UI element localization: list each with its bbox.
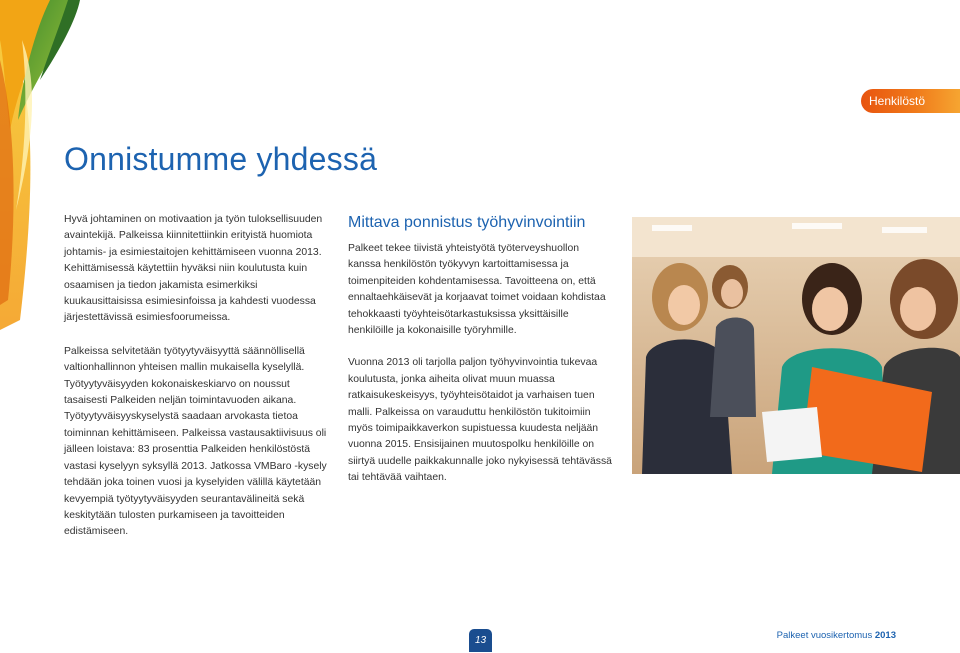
footer-year: 2013 [874, 630, 896, 641]
section-heading: Mittava ponnistus työhyvinvointiin [348, 214, 586, 231]
paragraph: Hyvä johtaminen on motivaation ja työn tuloksellisuuden avaintekijä. Palkeissa kiinnitettiinkin erityistä huomiota johtamis- ja esimiestaitojen kehittämiseen vuonna 2013. Kehittämisessä käytettiin hyväksi niin koulutusta kuin osaamisen ja tiedon jakamista esimerkiksi kuukausittaisissa esimiesinfoissa ja kahdesti vuodessa järjestettävissä esimiesfoorumeissa. [64, 214, 323, 324]
paragraph: Palkeissa selvitetään työtyytyväisyyttä säännöllisellä valtionhallinnon yhteisen mallin mukaisella kyselyllä. Työtyytyväisyyden kokonaiskeskiarvo on noussut tasaisesti Palkeiden neljän toimintavuoden aikana. Työtyytyväisyyskyselystä saadaan arvokasta tietoa toiminnan kehittämiseen. Palkeissa vastausaktiivisuus oli jälleen loistava: 83 prosenttia Palkeiden henkilöstöstä vastasi kyselyyn syksyllä 2013. Jatkossa VMBaro -kysely tehdään joka toinen vuosi ja kyselyiden välillä käytetään kevyempiä työtyytyväisyyden seurantavälineitä sekä keskitytään tulosten purkamiseen ja tavoitteiden edistämiseen. [64, 345, 327, 538]
middle-text-column [348, 212, 614, 503]
team-photo [632, 217, 960, 474]
section-tag: Henkilöstö [861, 89, 960, 113]
paragraph: Vuonna 2013 oli tarjolla paljon työhyvinvointia tukevaa koulutusta, jonka aiheita olivat muun muassa ratkaisukeskeisyys, työyhteisötaidot ja varhaisen tuen malli. Palkeissa on varauduttu henkilöstön tukitoimiin myös toimipaikkaverkon supistuessa kuudesta neljään vuonna 2015. Ensisijainen muutospolku henkilöille on siirtyä uudelle paikkakunnalle joko nykyisessä tehtävässä tai tehtävää vaihtaen. [348, 357, 612, 484]
paragraph: Palkeet tekee tiivistä yhteistyötä työterveyshuollon kanssa henkilöstön työkyvyn kartoittamisessa ja toimenpiteiden kohdentamisessa. Tavoitteena on, että ennaltaehkäisevät ja korjaavat toimet voidaan kohdistaa tehokkaasti työyhteisötarkastuksissa yksittäisille henkilöille ja kokonaisille työryhmille. [348, 243, 606, 337]
left-text-column [64, 212, 330, 558]
footer [777, 630, 896, 641]
page-title: Onnistumme yhdessä [64, 141, 378, 177]
footer-label: Palkeet vuosikertomus [776, 630, 873, 641]
page-number: 13 [469, 629, 492, 652]
